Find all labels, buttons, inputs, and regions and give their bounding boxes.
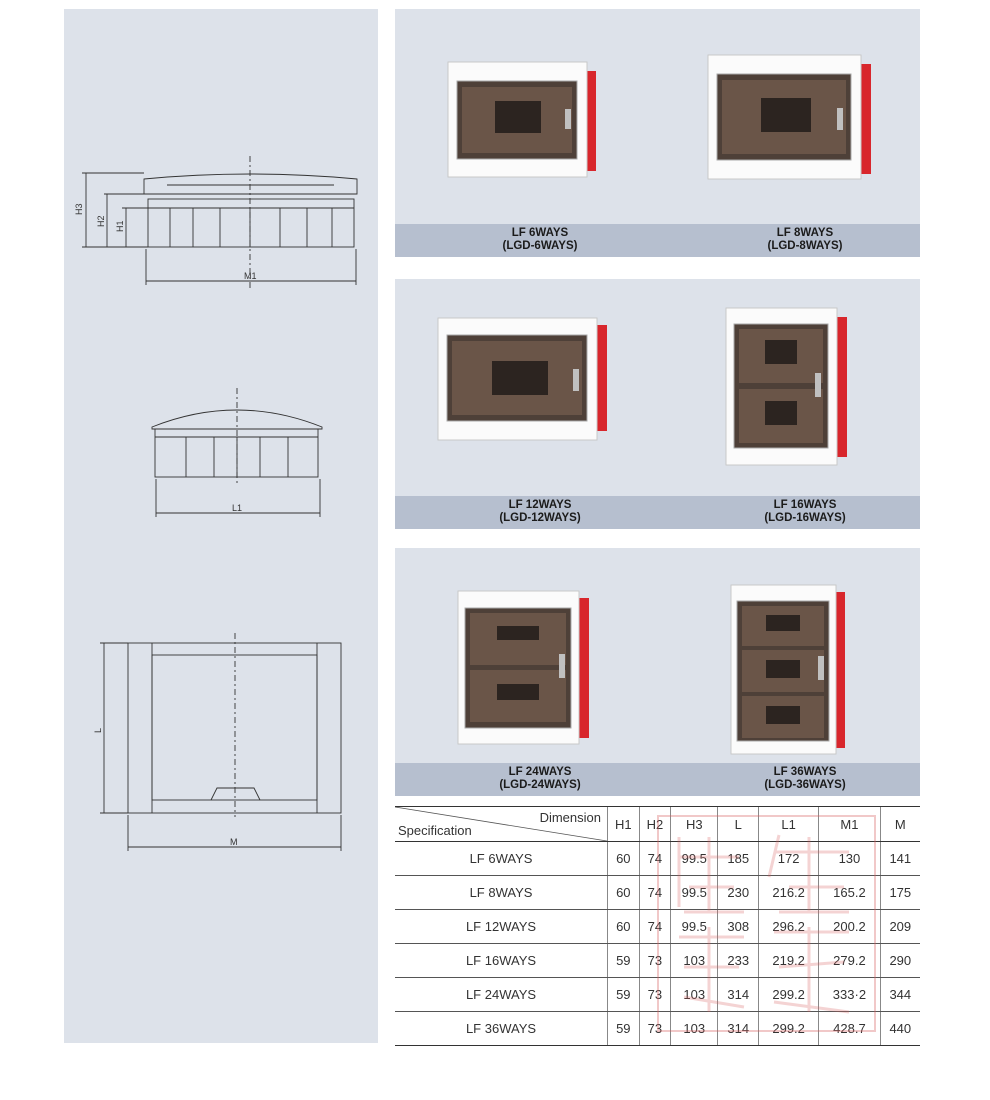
value-cell: 73 xyxy=(639,1012,671,1046)
value-cell: 314 xyxy=(718,1012,759,1046)
value-cell: 59 xyxy=(608,944,640,978)
value-cell: 74 xyxy=(639,910,671,944)
header-dimension-label: Dimension xyxy=(539,810,601,825)
column-header: H2 xyxy=(639,807,671,842)
caption-bar xyxy=(395,763,920,796)
value-cell: 103 xyxy=(671,978,718,1012)
technical-drawing-panel xyxy=(64,9,378,1043)
caption-bar xyxy=(395,496,920,529)
spec-cell: LF 8WAYS xyxy=(395,876,608,910)
table-row xyxy=(395,910,920,944)
value-cell: 59 xyxy=(608,978,640,1012)
caption-36ways xyxy=(705,766,905,792)
column-header: L xyxy=(718,807,759,842)
value-cell: 279.2 xyxy=(819,944,880,978)
front-view-drawing xyxy=(100,633,341,851)
dimension-table xyxy=(395,806,920,1046)
column-header: H1 xyxy=(608,807,640,842)
value-cell: 209 xyxy=(880,910,920,944)
product-panel-row-2 xyxy=(395,279,920,529)
value-cell: 141 xyxy=(880,842,920,876)
value-cell: 233 xyxy=(718,944,759,978)
dim-label-h2: H2 xyxy=(96,215,106,227)
value-cell: 230 xyxy=(718,876,759,910)
value-cell: 103 xyxy=(671,944,718,978)
value-cell: 216.2 xyxy=(759,876,819,910)
dimension-specification-header xyxy=(395,807,608,842)
column-header: H3 xyxy=(671,807,718,842)
product-name: LF 12WAYS xyxy=(508,499,572,511)
value-cell: 175 xyxy=(880,876,920,910)
product-name: LF 24WAYS xyxy=(508,766,572,778)
caption-8ways xyxy=(705,227,905,253)
value-cell: 440 xyxy=(880,1012,920,1046)
value-cell: 74 xyxy=(639,842,671,876)
value-cell: 103 xyxy=(671,1012,718,1046)
value-cell: 172 xyxy=(759,842,819,876)
value-cell: 299.2 xyxy=(759,978,819,1012)
table-row xyxy=(395,1012,920,1046)
value-cell: 428.7 xyxy=(819,1012,880,1046)
dim-label-l1: L1 xyxy=(232,503,243,513)
table-row xyxy=(395,944,920,978)
product-image-36ways xyxy=(730,584,848,756)
product-image-16ways xyxy=(725,307,851,467)
product-name: LF 16WAYS xyxy=(773,499,837,511)
value-cell: 99.5 xyxy=(671,842,718,876)
value-cell: 165.2 xyxy=(819,876,880,910)
value-cell: 344 xyxy=(880,978,920,1012)
value-cell: 74 xyxy=(639,876,671,910)
caption-16ways xyxy=(705,499,905,525)
product-code: (LGD-8WAYS) xyxy=(767,240,843,252)
value-cell: 299.2 xyxy=(759,1012,819,1046)
table-header-row xyxy=(395,807,920,842)
product-code: (LGD-6WAYS) xyxy=(502,240,578,252)
table-row xyxy=(395,842,920,876)
product-image-6ways xyxy=(447,61,597,179)
dim-label-m: M xyxy=(230,837,238,847)
product-code: (LGD-24WAYS) xyxy=(499,779,581,791)
spec-cell: LF 36WAYS xyxy=(395,1012,608,1046)
value-cell: 60 xyxy=(608,876,640,910)
technical-drawings xyxy=(64,9,378,1043)
table-row xyxy=(395,876,920,910)
value-cell: 99.5 xyxy=(671,876,718,910)
product-code: (LGD-36WAYS) xyxy=(764,779,846,791)
value-cell: 185 xyxy=(718,842,759,876)
caption-bar xyxy=(395,224,920,257)
header-specification-label: Specification xyxy=(398,823,472,838)
value-cell: 59 xyxy=(608,1012,640,1046)
column-header: M xyxy=(880,807,920,842)
product-code: (LGD-12WAYS) xyxy=(499,512,581,524)
caption-12ways xyxy=(440,499,640,525)
product-image-8ways xyxy=(707,54,872,182)
spec-cell: LF 12WAYS xyxy=(395,910,608,944)
value-cell: 60 xyxy=(608,910,640,944)
caption-6ways xyxy=(440,227,640,253)
product-panel-row-1 xyxy=(395,9,920,257)
value-cell: 219.2 xyxy=(759,944,819,978)
spec-cell: LF 24WAYS xyxy=(395,978,608,1012)
product-panel-row-3 xyxy=(395,548,920,796)
value-cell: 73 xyxy=(639,978,671,1012)
product-image-24ways xyxy=(457,590,591,746)
value-cell: 99.5 xyxy=(671,910,718,944)
column-header: M1 xyxy=(819,807,880,842)
spec-cell: LF 16WAYS xyxy=(395,944,608,978)
side-view-drawing xyxy=(152,388,322,517)
table-row xyxy=(395,978,920,1012)
value-cell: 308 xyxy=(718,910,759,944)
value-cell: 73 xyxy=(639,944,671,978)
dim-label-l: L xyxy=(93,727,103,733)
value-cell: 200.2 xyxy=(819,910,880,944)
spec-cell: LF 6WAYS xyxy=(395,842,608,876)
value-cell: 333·2 xyxy=(819,978,880,1012)
column-header: L1 xyxy=(759,807,819,842)
product-code: (LGD-16WAYS) xyxy=(764,512,846,524)
dim-label-h1: H1 xyxy=(115,220,125,232)
value-cell: 296.2 xyxy=(759,910,819,944)
dim-label-m1: M1 xyxy=(244,271,257,281)
value-cell: 130 xyxy=(819,842,880,876)
dim-label-h3: H3 xyxy=(74,203,84,215)
value-cell: 60 xyxy=(608,842,640,876)
value-cell: 314 xyxy=(718,978,759,1012)
product-name: LF 6WAYS xyxy=(511,227,569,239)
value-cell: 290 xyxy=(880,944,920,978)
caption-24ways xyxy=(440,766,640,792)
product-name: LF 36WAYS xyxy=(773,766,837,778)
product-name: LF 8WAYS xyxy=(776,227,834,239)
product-image-12ways xyxy=(437,317,609,443)
